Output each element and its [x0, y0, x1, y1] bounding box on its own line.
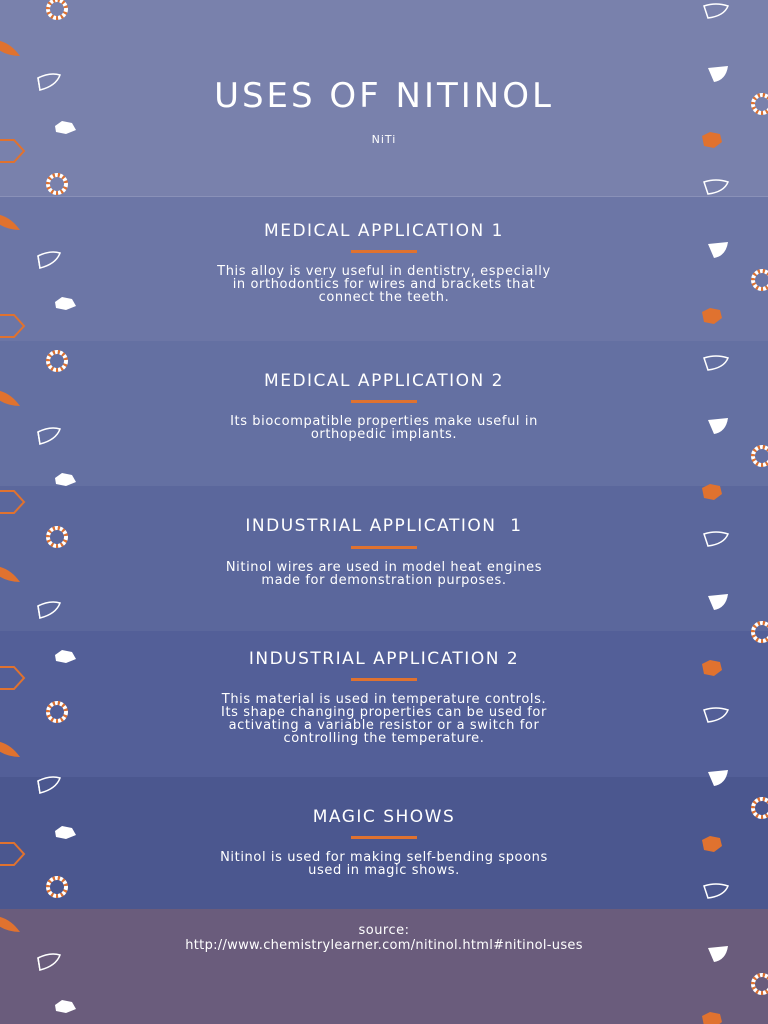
body-line: This alloy is very useful in dentistry, especially [217, 264, 551, 279]
body-line: Its biocompatible properties make useful in [230, 414, 538, 429]
body-line: Nitinol wires are used in model heat engines [225, 560, 543, 575]
body-line: orthopedic implants. [310, 427, 458, 442]
page-subtitle: NiTi [371, 133, 397, 146]
section-body [134, 851, 634, 877]
heading-underline [351, 400, 417, 403]
section-industrial-application-1 [0, 486, 768, 631]
section-body [134, 415, 634, 441]
body-line: connect the teeth. [318, 290, 450, 305]
heading-underline [351, 678, 417, 681]
section-heading: MAGIC SHOWS [312, 807, 456, 827]
body-line: made for demonstration purposes. [261, 573, 507, 588]
section-heading: INDUSTRIAL APPLICATION 2 [248, 649, 520, 669]
section-body [134, 561, 634, 587]
section-medical-application-2 [0, 341, 768, 486]
section-industrial-application-2 [0, 631, 768, 777]
source-section [0, 909, 768, 1024]
section-body [134, 265, 634, 304]
section-body [134, 693, 634, 745]
section-heading: MEDICAL APPLICATION 1 [264, 221, 504, 241]
heading-underline [351, 546, 417, 549]
section-heading: INDUSTRIAL APPLICATION 1 [245, 516, 523, 536]
body-line: Nitinol is used for making self-bending spoons [220, 850, 548, 865]
heading-underline [351, 836, 417, 839]
body-line: controlling the temperature. [283, 731, 485, 746]
section-medical-application-1 [0, 196, 768, 342]
section-heading: MEDICAL APPLICATION 2 [264, 371, 504, 391]
heading-underline [351, 250, 417, 253]
header-section [0, 0, 768, 196]
body-line: used in magic shows. [308, 863, 460, 878]
body-line: activating a variable resistor or a switch for [228, 718, 540, 733]
source-link[interactable]: http://www.chemistrylearner.com/nitinol.html#nitinol-uses [185, 938, 583, 953]
page-title: USES OF NITINOL [214, 76, 554, 116]
section-magic-shows [0, 777, 768, 909]
source-label: source: [358, 923, 410, 938]
body-line: Its shape changing properties can be used for [221, 705, 547, 720]
body-line: This material is used in temperature controls. [221, 692, 547, 707]
body-line: in orthodontics for wires and brackets that [232, 277, 536, 292]
